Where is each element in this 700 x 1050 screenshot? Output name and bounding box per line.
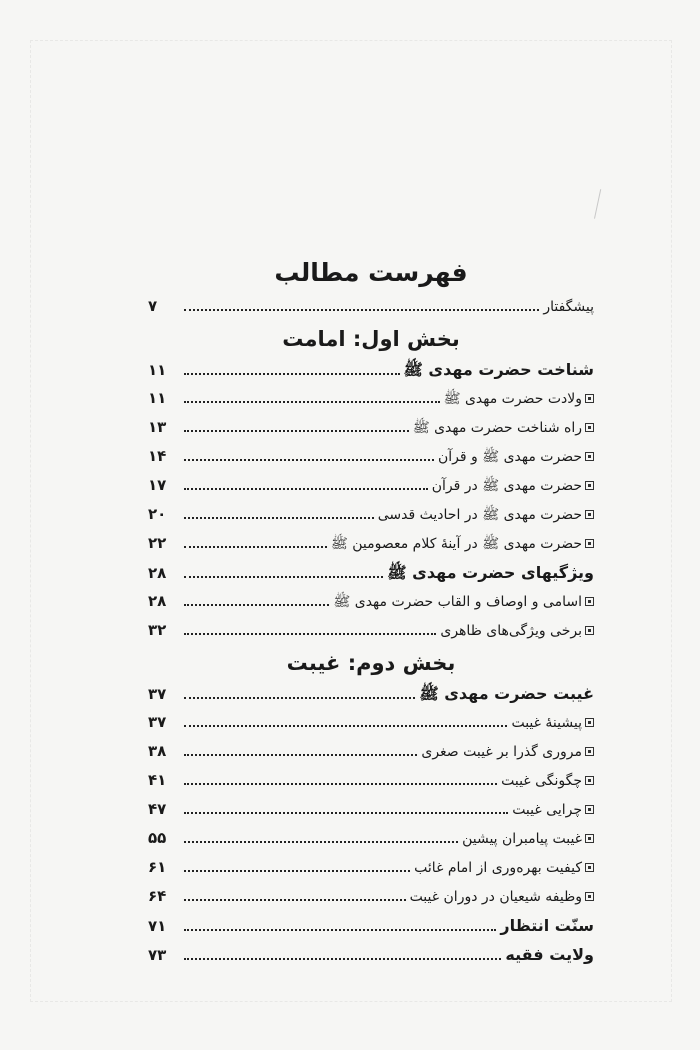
page-number: ۴۱ xyxy=(148,771,167,789)
square-bullet-icon xyxy=(585,481,594,490)
entry-title: راه شناخت حضرت مهدی ﷺ xyxy=(412,420,582,436)
toc-entry[interactable] xyxy=(148,471,594,500)
dot-leader xyxy=(184,725,507,727)
dot-leader xyxy=(184,633,436,635)
square-bullet-icon xyxy=(585,539,594,548)
section-heading: بخش دوم: غیبت xyxy=(286,651,456,675)
toc-entry[interactable] xyxy=(148,853,594,882)
square-bullet-icon xyxy=(585,423,594,432)
entry-title: وظیفه شیعیان در دوران غیبت xyxy=(409,889,582,905)
toc-entry[interactable] xyxy=(148,882,594,911)
toc-chapter-entry[interactable] xyxy=(148,940,594,969)
dot-leader xyxy=(184,604,329,606)
dot-leader xyxy=(184,899,406,901)
toc-chapter-entry[interactable] xyxy=(148,679,594,708)
toc-entry[interactable] xyxy=(148,587,594,616)
toc-entry[interactable] xyxy=(148,292,594,321)
dot-leader xyxy=(184,576,383,578)
square-bullet-icon xyxy=(585,834,594,843)
page-number: ۳۲ xyxy=(148,621,167,639)
dot-leader xyxy=(184,783,497,785)
toc-chapter-entry[interactable] xyxy=(148,355,594,384)
entry-title: حضرت مهدی ﷺ در آینهٔ کلام معصومین ﷺ xyxy=(330,536,582,552)
page-number: ۵۵ xyxy=(148,829,167,847)
page-number: ۱۳ xyxy=(148,418,167,436)
page-number: ۶۱ xyxy=(148,858,167,876)
page-number: ۷۱ xyxy=(148,917,167,935)
toc-entry[interactable] xyxy=(148,824,594,853)
page-number: ۷ xyxy=(148,297,158,315)
square-bullet-icon xyxy=(585,510,594,519)
entry-title: ولایت فقیه xyxy=(505,945,594,964)
toc-entry[interactable] xyxy=(148,616,594,645)
page-number: ۳۸ xyxy=(148,742,167,760)
page-number: ۴۷ xyxy=(148,800,167,818)
entry-title: پیشینهٔ غیبت xyxy=(511,715,582,731)
page-number: ۱۴ xyxy=(148,447,167,465)
page-number: ۳۷ xyxy=(148,685,167,703)
entry-title: کیفیت بهره‌وری از امام غائب xyxy=(414,860,582,876)
toc-entry[interactable] xyxy=(148,766,594,795)
dot-leader xyxy=(184,929,496,931)
dot-leader xyxy=(184,812,508,814)
toc-entry[interactable] xyxy=(148,795,594,824)
page-number: ۷۳ xyxy=(148,946,167,964)
square-bullet-icon xyxy=(585,626,594,635)
dot-leader xyxy=(184,309,539,311)
page-number: ۲۸ xyxy=(148,564,167,582)
toc-entry[interactable] xyxy=(148,500,594,529)
entry-title: چرایی غیبت xyxy=(512,802,582,818)
entry-title: حضرت مهدی ﷺ و قرآن xyxy=(437,449,582,465)
dot-leader xyxy=(184,373,400,375)
toc-entry[interactable] xyxy=(148,737,594,766)
dot-leader xyxy=(184,841,458,843)
entry-title: غیبت پیامبران پیشین xyxy=(462,831,582,847)
toc-entry[interactable] xyxy=(148,384,594,413)
square-bullet-icon xyxy=(585,597,594,606)
square-bullet-icon xyxy=(585,892,594,901)
table-of-contents xyxy=(148,256,594,969)
entry-title: برخی ویژگی‌های ظاهری xyxy=(440,623,582,639)
page-number: ۶۴ xyxy=(148,887,167,905)
square-bullet-icon xyxy=(585,863,594,872)
square-bullet-icon xyxy=(585,394,594,403)
entry-title: مروری گذرا بر غیبت صغری xyxy=(421,744,582,760)
dot-leader xyxy=(184,488,428,490)
dot-leader xyxy=(184,546,327,548)
toc-chapter-entry[interactable] xyxy=(148,911,594,940)
section-heading: بخش اول: امامت xyxy=(282,327,460,351)
toc-entry[interactable] xyxy=(148,413,594,442)
square-bullet-icon xyxy=(585,452,594,461)
entry-title: سنّت انتظار xyxy=(500,916,594,935)
dot-leader xyxy=(184,697,415,699)
dot-leader xyxy=(184,517,374,519)
page-number: ۳۷ xyxy=(148,713,167,731)
entry-title: شناخت حضرت مهدی ﷺ xyxy=(403,360,594,379)
dot-leader xyxy=(184,401,440,403)
square-bullet-icon xyxy=(585,718,594,727)
toc-chapter-entry[interactable] xyxy=(148,558,594,587)
square-bullet-icon xyxy=(585,747,594,756)
page-number: ۲۲ xyxy=(148,534,167,552)
square-bullet-icon xyxy=(585,805,594,814)
entry-title: ولادت حضرت مهدی ﷺ xyxy=(443,391,582,407)
page-number: ۱۱ xyxy=(148,389,167,407)
toc-entry[interactable] xyxy=(148,708,594,737)
toc-entry[interactable] xyxy=(148,529,594,558)
square-bullet-icon xyxy=(585,776,594,785)
toc-title: فهرست مطالب xyxy=(274,258,468,287)
entry-title: ویژگیهای حضرت مهدی ﷺ xyxy=(387,563,594,582)
dot-leader xyxy=(184,958,501,960)
page-number: ۱۱ xyxy=(148,361,167,379)
page-number: ۲۰ xyxy=(148,505,167,523)
entry-title: چگونگی غیبت xyxy=(501,773,582,789)
dot-leader xyxy=(184,754,417,756)
page-number: ۱۷ xyxy=(148,476,167,494)
entry-title: اسامی و اوصاف و القاب حضرت مهدی ﷺ xyxy=(333,594,582,610)
dot-leader xyxy=(184,430,409,432)
dot-leader xyxy=(184,870,410,872)
toc-entry[interactable] xyxy=(148,442,594,471)
dot-leader xyxy=(184,459,434,461)
entry-title: حضرت مهدی ﷺ در قرآن xyxy=(431,478,582,494)
page-number: ۲۸ xyxy=(148,592,167,610)
entry-title: غیبت حضرت مهدی ﷺ xyxy=(419,684,594,703)
entry-title: حضرت مهدی ﷺ در احادیث قدسی xyxy=(377,507,582,523)
entry-title: پیشگفتار xyxy=(543,299,594,315)
